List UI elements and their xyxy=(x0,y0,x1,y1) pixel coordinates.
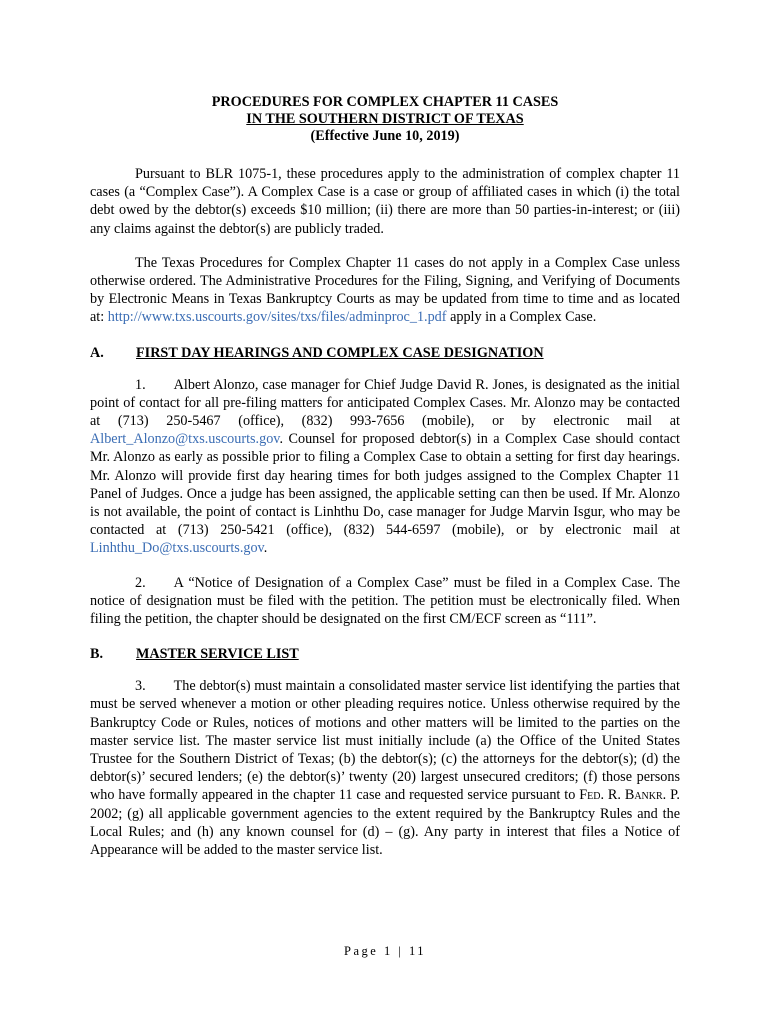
paragraph-1-text-c: . xyxy=(263,540,268,557)
rule-citation: Fed. R. Bankr. P. xyxy=(579,787,680,804)
title-line-2: IN THE SOUTHERN DISTRICT OF TEXAS xyxy=(246,111,524,127)
admin-procedures-link[interactable]: http://www.txs.uscourts.gov/sites/txs/files/adminproc_1.pdf xyxy=(107,309,447,326)
title-line-3: (Effective June 10, 2019) xyxy=(310,128,460,144)
document-title xyxy=(90,94,680,145)
paragraph-3-text-a: The debtor(s) must maintain a consolidated master service list identifying the parties that must be served whenever a motion or other pleading requires notice. Unless otherwise required by the Bankruptcy Code or Rules, notices of motions and other matters will be limited to the parties on the master service list. The master service list must initially include (a) the Office of the United States Trustee for the Southern District of Texas; (b) the debtor(s); (c) the attorneys for the debtor(s); (d) the debtor(s)’ secured lenders; (e) the debtor(s)’ twenty (20) largest unsecured creditors; (f) those persons who have formally appeared in the chapter 11 case and requested service pursuant to xyxy=(90,678,680,804)
intro-paragraph-1: Pursuant to BLR 1075-1, these procedures apply to the administration of complex chapter 11 cases (a “Complex Case”). A Complex Case is a case or group of affiliated cases in which (i) the total debt owed by the debtor(s) exceeds $10 million; (ii) there are more than 50 parties-in-interest; or (iii) any claims against the debtor(s) are publicly traded. xyxy=(90,166,680,237)
paragraph-1-text-b: . Counsel for proposed debtor(s) in a Complex Case should contact Mr. Alonzo as early as possible prior to filing a Complex Case to obtain a setting for first day hearings. Mr. Alonzo will provide first day hearing times for both judges assigned to the Complex Chapter 11 Panel of Judges. Once a judge has been assigned, the applicable setting can then be used. If Mr. Alonzo is not available, the point of contact is Linhthu Do, case manager for Judge Marvin Isgur, who may be contacted at (713) 250-5421 (office), (832) 544-6597 (mobile), or by electronic mail at xyxy=(90,431,680,539)
section-a-letter: A. xyxy=(90,344,104,361)
intro-paragraph-2 xyxy=(90,254,680,327)
paragraph-2-text: A “Notice of Designation of a Complex Case” must be filed in a Complex Case. The notice of designation must be filed with the petition. The petition must be electronically filed. When filing the petition, the chapter should be designated on the first CM/ECF screen as “111”. xyxy=(90,574,680,628)
alonzo-email-link[interactable]: Albert_Alonzo@txs.uscourts.gov xyxy=(90,431,280,448)
section-b-heading: MASTER SERVICE LIST xyxy=(136,646,299,663)
section-a-header xyxy=(90,344,680,362)
paragraph-1-number: 1. xyxy=(135,376,146,393)
document-page xyxy=(90,94,680,859)
paragraph-3 xyxy=(90,677,680,859)
section-b-header xyxy=(90,645,680,663)
intro-text-b: apply in a Complex Case. xyxy=(446,309,597,326)
paragraph-1-text-a: Albert Alonzo, case manager for Chief Judge David R. Jones, is designated as the initial point of contact for all pre-filing matters for anticipated Complex Cases. Mr. Alonzo may be contacted at (713) 250-5467 (office), (832) 993-7656 (mobile), or by electronic mail at xyxy=(90,376,680,430)
paragraph-2 xyxy=(90,574,680,629)
title-line-1: PROCEDURES FOR COMPLEX CHAPTER 11 CASES xyxy=(211,94,559,110)
intro-text-a: The Texas Procedures for Complex Chapter 11 cases do not apply in a Complex Case unless otherwise ordered. The Administrative Procedures for the Filing, Signing, and Verifying of Documents by Electronic Means in Texas Bankruptcy Courts as may be updated from time to time and as located at: xyxy=(90,254,680,326)
paragraph-2-number: 2. xyxy=(135,574,146,591)
page-footer: Page 1 | 11 xyxy=(344,944,426,958)
section-b-letter: B. xyxy=(90,646,104,663)
paragraph-1 xyxy=(90,376,680,558)
paragraph-3-text-b: 2002; (g) all applicable government agencies to the extent required by the Bankruptcy Rules and the Local Rules; and (h) any known counsel for (d) – (g). Any party in interest that files a Notice of Appearance will be added to the master service list. xyxy=(90,805,680,859)
do-email-link[interactable]: Linhthu_Do@txs.uscourts.gov xyxy=(90,540,264,557)
paragraph-3-number: 3. xyxy=(135,678,146,695)
section-a-heading: FIRST DAY HEARINGS AND COMPLEX CASE DESIGNATION xyxy=(136,344,544,361)
